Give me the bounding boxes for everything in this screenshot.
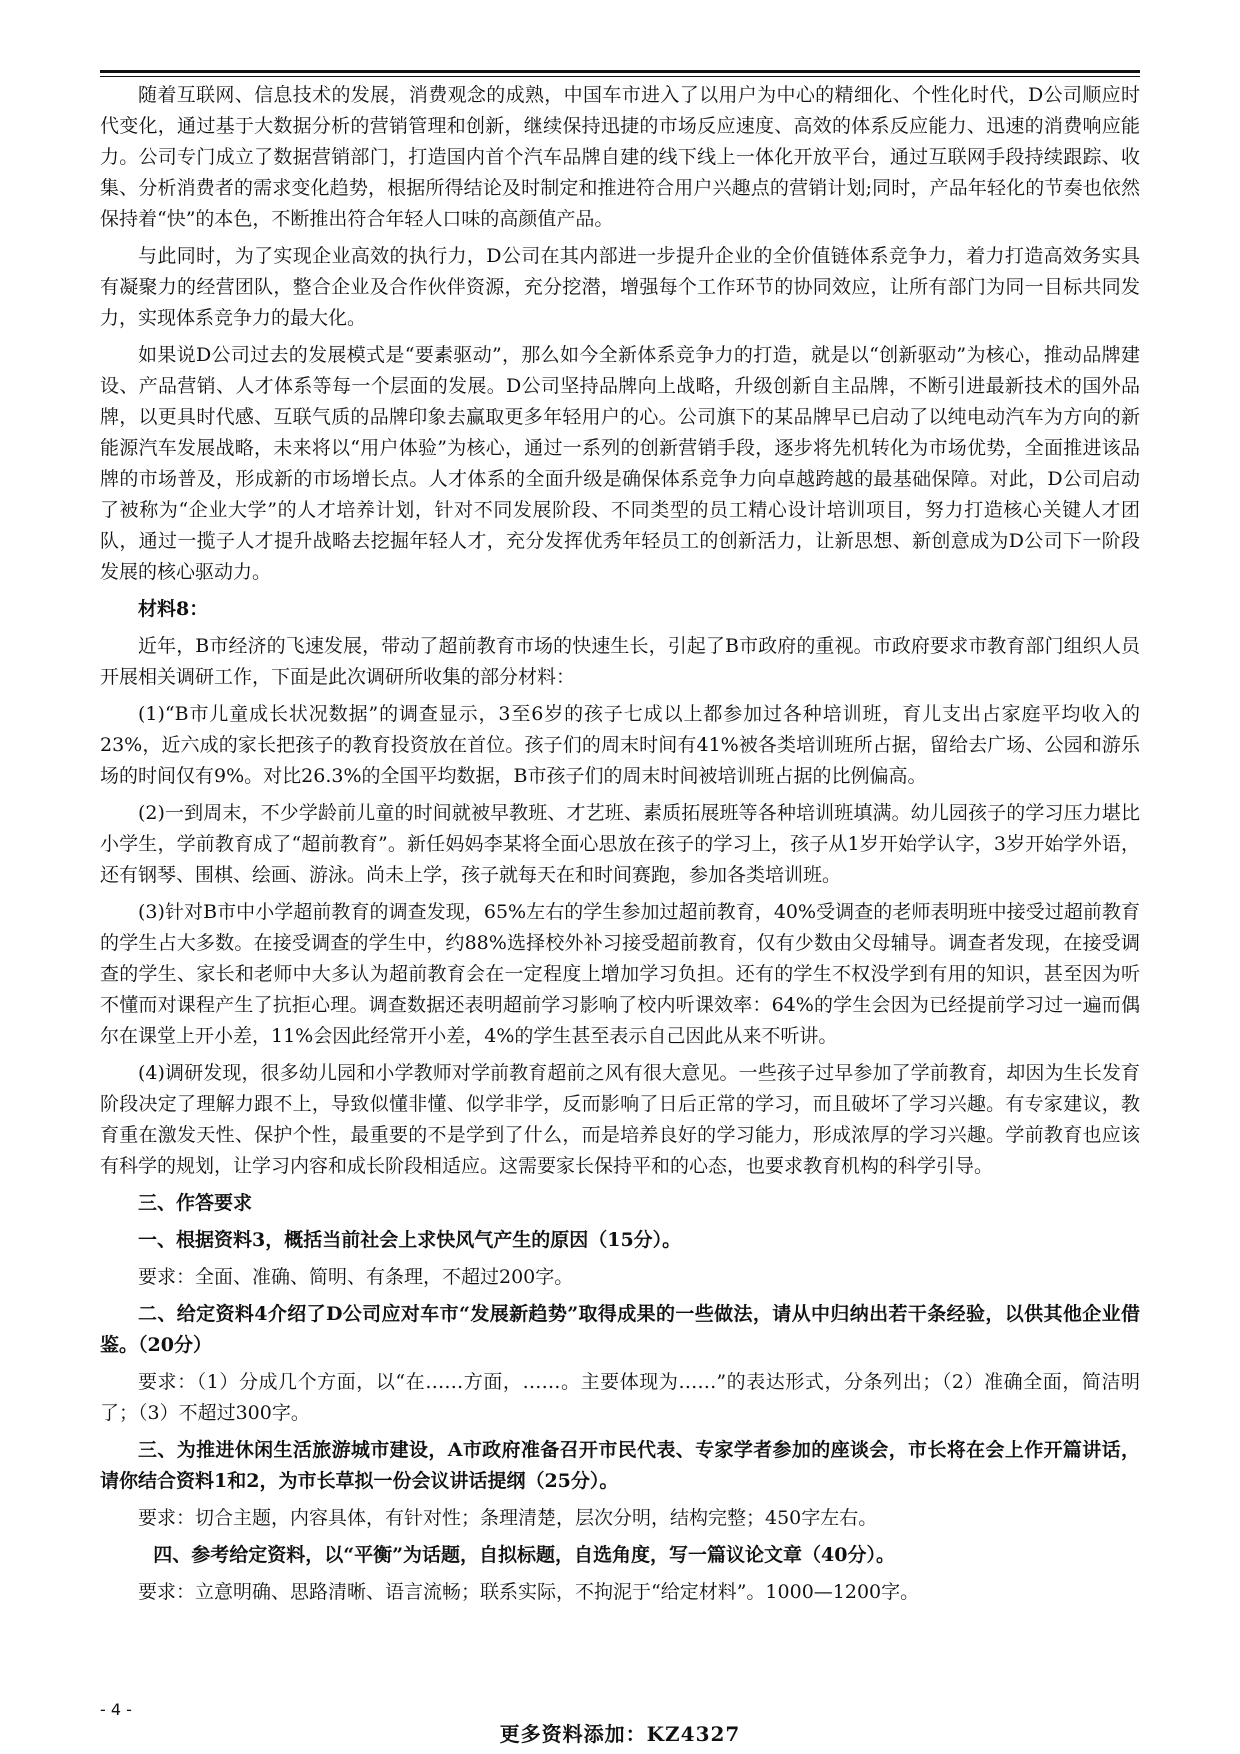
question-title: 一、根据资料3，概括当前社会上求快风气产生的原因（15分）。: [138, 1229, 682, 1251]
body-paragraph: 随着互联网、信息技术的发展，消费观念的成熟，中国车市进入了以用户为中心的精细化、个性化时代，D公司顺应时代变化，通过基于大数据分析的营销管理和创新，继续保持迅捷的市场反应速度、高效的体系反应能力、迅速的消费响应能力。公司专门成立了数据营销部门，打造国内首个汽车品牌自建的线下线上一体化开放平台，通过互联网手段持续跟踪、收集、分析消费者的需求变化趋势，根据所得结论及时制定和推进符合用户兴趣点的营销计划;同时，产品年轻化的节奏也依然保持着“快”的本色，不断推出符合年轻人口味的高颜值产品。: [100, 84, 1140, 230]
footer-text: 更多资料添加：KZ4327: [499, 1722, 741, 1746]
question-requirement: 要求：切合主题，内容具体，有针对性；条理清楚，层次分明，结构完整；450字左右。: [138, 1507, 878, 1529]
question-requirement: 要求：（1）分成几个方面，以“在……方面，……。主要体现为……”的表达形式，分条列出；（2）准确全面，简洁明了；（3）不超过300字。: [100, 1371, 1140, 1424]
question-requirement: 要求：立意明确、思路清晰、语言流畅；联系实际，不拘泥于“给定材料”。1000—1200字。: [138, 1581, 920, 1603]
material8-heading: 材料8：: [138, 598, 209, 620]
material8-item: (1)“B市儿童成长状况数据”的调查显示，3至6岁的孩子七成以上都参加过各种培训班，育儿支出占家庭平均收入的23%，近六成的家长把孩子的教育投资放在首位。孩子们的周末时间有41%被各类培训班所占据，留给去广场、公园和游乐场的时间仅有9%。对比26.3%的全国平均数据，B市孩子们的周末时间被培训班占据的比例偏高。: [100, 703, 1140, 787]
page-content: [100, 80, 1140, 1614]
question-requirement: 要求：全面、准确、简明、有条理，不超过200字。: [138, 1266, 574, 1288]
question-title: 三、为推进休闲生活旅游城市建设，A市政府准备召开市民代表、专家学者参加的座谈会，市长将在会上作开篇讲话，请你结合资料1和2，为市长草拟一份会议讲话提纲（25分）。: [100, 1439, 1140, 1492]
body-paragraph: 与此同时，为了实现企业高效的执行力，D公司在其内部进一步提升企业的全价值链体系竞争力，着力打造高效务实具有凝聚力的经营团队，整合企业及合作伙伴资源，充分挖潜，增强每个工作环节的协同效应，让所有部门为同一目标共同发力，实现体系竞争力的最大化。: [100, 245, 1140, 329]
material8-intro: 近年，B市经济的飞速发展，带动了超前教育市场的快速生长，引起了B市政府的重视。市政府要求市教育部门组织人员开展相关调研工作，下面是此次调研所收集的部分材料：: [100, 635, 1140, 688]
question-title: 二、给定资料4介绍了D公司应对车市“发展新趋势”取得成果的一些做法，请从中归纳出若干条经验，以供其他企业借鉴。（20分）: [100, 1303, 1140, 1356]
header-rule-thin: [100, 76, 1140, 77]
material8-item: (4)调研发现，很多幼儿园和小学教师对学前教育超前之风有很大意见。一些孩子过早参加了学前教育，却因为生长发育阶段决定了理解力跟不上，导致似懂非懂、似学非学，反而影响了日后正常的学习，而且破坏了学习兴趣。有专家建议，教育重在激发天性、保护个性，最重要的不是学到了什么，而是培养良好的学习能力，形成浓厚的学习兴趣。学前教育也应该有科学的规划，让学习内容和成长阶段相适应。这需要家长保持平和的心态，也要求教育机构的科学引导。: [100, 1062, 1140, 1177]
material8-item: (3)针对B市中小学超前教育的调查发现，65%左右的学生参加过超前教育，40%受调查的老师表明班中接受过超前教育的学生占大多数。在接受调查的学生中，约88%选择校外补习接受超前教育，仅有少数由父母辅导。调查者发现，在接受调查的学生、家长和老师中大多认为超前教育会在一定程度上增加学习负担。还有的学生不权没学到有用的知识，甚至因为听不懂而对课程产生了抗拒心理。调查数据还表明超前学习影响了校内听课效率：64%的学生会因为已经提前学习过一遍而偶尔在课堂上开小差，11%会因此经常开小差，4%的学生甚至表示自己因此从来不听讲。: [100, 901, 1140, 1047]
header-rule-thick: [100, 70, 1140, 73]
question-title: 四、参考给定资料，以“平衡”为话题，自拟标题，自选角度，写一篇议论文章（40分）。: [153, 1544, 895, 1566]
material8-item: (2)一到周末，不少学龄前儿童的时间就被早教班、才艺班、素质拓展班等各种培训班填满。幼儿园孩子的学习压力堪比小学生，学前教育成了“超前教育”。新任妈妈李某将全面心思放在孩子的学习上，孩子从1岁开始学认字，3岁开始学外语，还有钢琴、围棋、绘画、游泳。尚未上学，孩子就每天在和时间赛跑，参加各类培训班。: [100, 802, 1140, 886]
page-number: - 4 -: [100, 1700, 132, 1719]
answer-section-heading: 三、作答要求: [138, 1192, 253, 1214]
body-paragraph: 如果说D公司过去的发展模式是“要素驱动”，那么如今全新体系竞争力的打造，就是以“创新驱动”为核心，推动品牌建设、产品营销、人才体系等每一个层面的发展。D公司坚持品牌向上战略，升级创新自主品牌，不断引进最新技术的国外品牌，以更具时代感、互联气质的品牌印象去赢取更多年轻用户的心。公司旗下的某品牌早已启动了以纯电动汽车为方向的新能源汽车发展战略，未来将以“用户体验”为核心，通过一系列的创新营销手段，逐步将先机转化为市场优势，全面推进该品牌的市场普及，形成新的市场增长点。人才体系的全面升级是确保体系竞争力向卓越跨越的最基础保障。对此，D公司启动了被称为“企业大学”的人才培养计划，针对不同发展阶段、不同类型的员工精心设计培训项目，努力打造核心关键人才团队，通过一揽子人才提升战略去挖掘年轻人才，充分发挥优秀年轻员工的创新活力，让新思想、新创意成为D公司下一阶段发展的核心驱动力。: [100, 344, 1140, 583]
